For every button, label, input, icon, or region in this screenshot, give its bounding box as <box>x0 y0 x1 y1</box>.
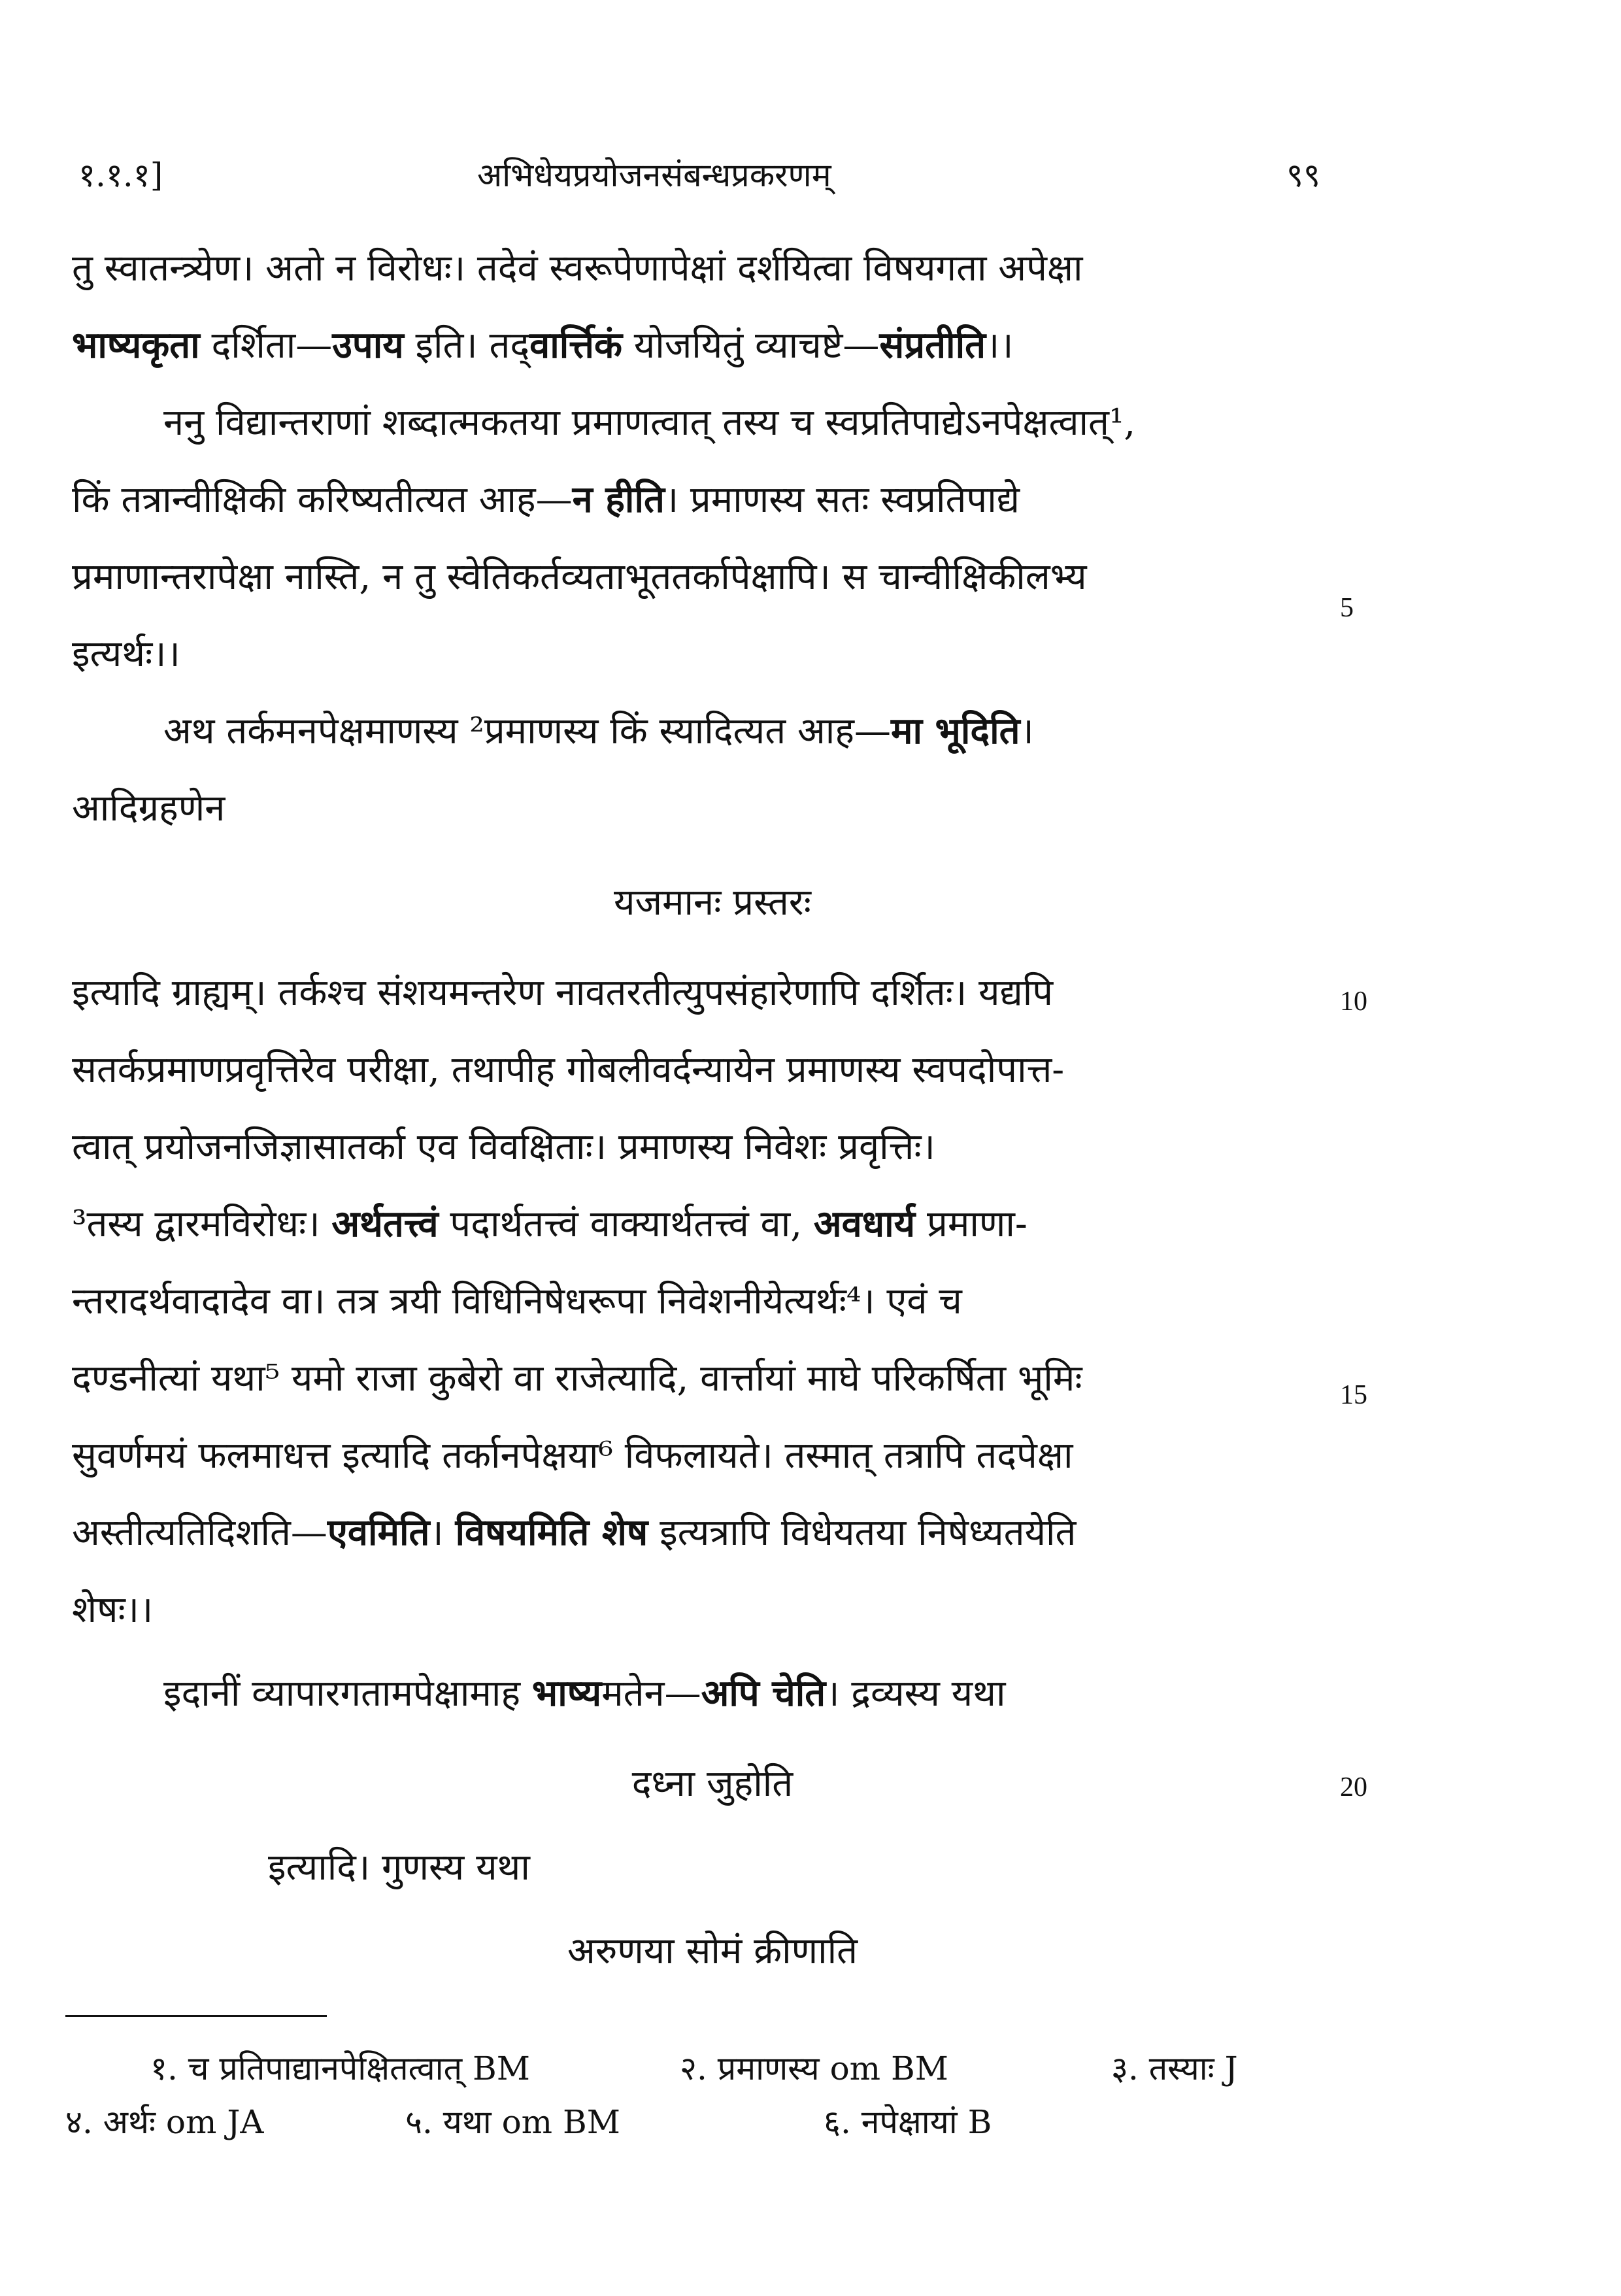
bold-term: अवधार्य <box>813 1202 916 1245</box>
text-span: ³तस्य द्वारमविरोधः। <box>72 1203 332 1245</box>
running-head <box>78 152 1320 204</box>
text-span: अस्तीत्यतिदिशति— <box>72 1511 327 1554</box>
text-line-6: इत्यर्थः।। <box>72 633 180 675</box>
text-span: मतेन— <box>601 1672 701 1715</box>
text-span: । द्रव्यस्य यथा <box>826 1672 1006 1715</box>
bold-term: भाष्य <box>531 1672 602 1715</box>
text-span: ।। <box>986 324 1014 367</box>
text-line-16: सुवर्णमयं फलमाधत्त इत्यादि तर्कानपेक्षया⁶ विफलायते। तस्मात् तत्रापि तदपेक्षा <box>72 1434 1073 1477</box>
bold-term: मा भूदिति <box>890 709 1020 752</box>
text-line-10: इत्यादि ग्राह्यम्। तर्कश्च संशयमन्तरेण नावतरतीत्युपसंहारेणापि दर्शितः। यद्यपि <box>72 971 1054 1014</box>
text-line-17 <box>72 1506 1076 1572</box>
line-number: 20 <box>1340 1772 1367 1802</box>
text-span: इदानीं व्यापारगतामपेक्षामाह <box>163 1672 532 1715</box>
text-line-3: ननु विद्यान्तराणां शब्दात्मकतया प्रमाणत्वात् तस्य च स्वप्रतिपाद्येऽनपेक्षत्वात्¹, <box>163 401 1136 444</box>
text-line-2 <box>72 319 1013 384</box>
bold-term: उपाय <box>332 324 404 367</box>
bold-term: भाष्यकृता <box>72 324 200 367</box>
quotation-line: अरुणया सोमं क्रीणाति <box>567 1930 858 1972</box>
section-number: १.१.१] <box>78 156 163 194</box>
text-line-1: तु स्वातन्त्र्येण। अतो न विरोधः। तदेवं स्वरूपेणापेक्षां दर्शयित्वा विषयगता अपेक्षा <box>72 247 1083 290</box>
text-line-4 <box>72 473 1020 539</box>
line-number: 5 <box>1340 593 1354 623</box>
text-line-14: न्तरादर्थवादादेव वा। तत्र त्रयी विधिनिषेधरूपा निवेशनीयेत्यर्थः⁴। एवं च <box>72 1280 962 1323</box>
bold-term: संप्रतीति <box>879 324 986 367</box>
text-line-7 <box>163 705 1034 770</box>
bold-term: वार्त्तिकं <box>529 324 622 367</box>
text-span: योजयितुं व्याचष्टे— <box>622 324 880 367</box>
text-line-5: प्रमाणान्तरापेक्षा नास्ति, न तु स्वेतिकर्तव्यताभूततर्कापेक्षापि। स चान्वीक्षिकीलभ्य <box>72 556 1087 598</box>
chapter-title: अभिधेयप्रयोजनसंबन्धप्रकरणम् <box>477 156 831 194</box>
text-line-13 <box>72 1198 1028 1263</box>
text-span: अथ तर्कमनपेक्षमाणस्य ²प्रमाणस्य किं स्यादित्यत आह— <box>163 710 891 752</box>
text-span: । <box>429 1511 456 1554</box>
text-line-19 <box>163 1667 1005 1732</box>
footnote-2: २. प्रमाणस्य om BM <box>680 2050 948 2087</box>
text-span: इत्यत्रापि विधेयतया निषेध्यतयेति <box>648 1511 1077 1554</box>
text-line-15: दण्डनीत्यां यथा⁵ यमो राजा कुबेरो वा राजेत्यादि, वार्त्तायां माघे परिकर्षिता भूमिः <box>72 1357 1082 1400</box>
bold-term: अपि चेति <box>701 1672 826 1715</box>
bold-term: विषयमिति शेष <box>455 1511 648 1554</box>
bold-term: न हीति <box>572 478 665 521</box>
quotation-line: यजमानः प्रस्तरः <box>613 881 811 924</box>
text-span: । <box>1020 710 1034 752</box>
footnote-1: १. च प्रतिपाद्यानपेक्षितत्वात् BM <box>150 2050 530 2087</box>
text-span: । प्रमाणस्य सतः स्वप्रतिपाद्ये <box>664 479 1020 521</box>
text-line-12: त्वात् प्रयोजनजिज्ञासातर्का एव विवक्षिताः। प्रमाणस्य निवेशः प्रवृत्तिः। <box>72 1126 935 1168</box>
text-span: प्रमाणा- <box>915 1203 1028 1245</box>
text-span: पदार्थतत्त्वं वाक्यार्थतत्त्वं वा, <box>438 1203 814 1245</box>
bold-term: एवमिति <box>327 1511 430 1554</box>
footnote-4: ४. अर्थः om JA <box>65 2103 264 2141</box>
bold-term: अर्थतत्त्वं <box>331 1202 439 1245</box>
line-number: 10 <box>1340 987 1367 1017</box>
text-span: दर्शिता— <box>199 324 333 367</box>
text-line-8: आदिग्रहणेन <box>72 787 226 830</box>
footnote-5: ५. यथा om BM <box>405 2103 620 2141</box>
footnote-rule <box>65 2015 327 2017</box>
text-line-11: सतर्कप्रमाणप्रवृत्तिरेव परीक्षा, तथापीह गोबलीवर्दन्यायेन प्रमाणस्य स्वपदोपात्त- <box>72 1049 1065 1091</box>
text-span: किं तत्रान्वीक्षिकी करिष्यतीत्यत आह— <box>72 479 573 521</box>
footnote-3: ३. तस्याः J <box>1111 2050 1238 2087</box>
page-number: ९९ <box>1286 156 1320 194</box>
footnote-6: ६. नपेक्षायां B <box>824 2103 992 2141</box>
text-line-21: इत्यादि। गुणस्य यथा <box>268 1846 530 1889</box>
text-line-18: शेषः।। <box>72 1589 154 1631</box>
line-number: 15 <box>1340 1380 1367 1410</box>
text-span: इति। तद् <box>403 324 530 367</box>
quotation-line: दध्ना जुहोति <box>631 1763 794 1805</box>
